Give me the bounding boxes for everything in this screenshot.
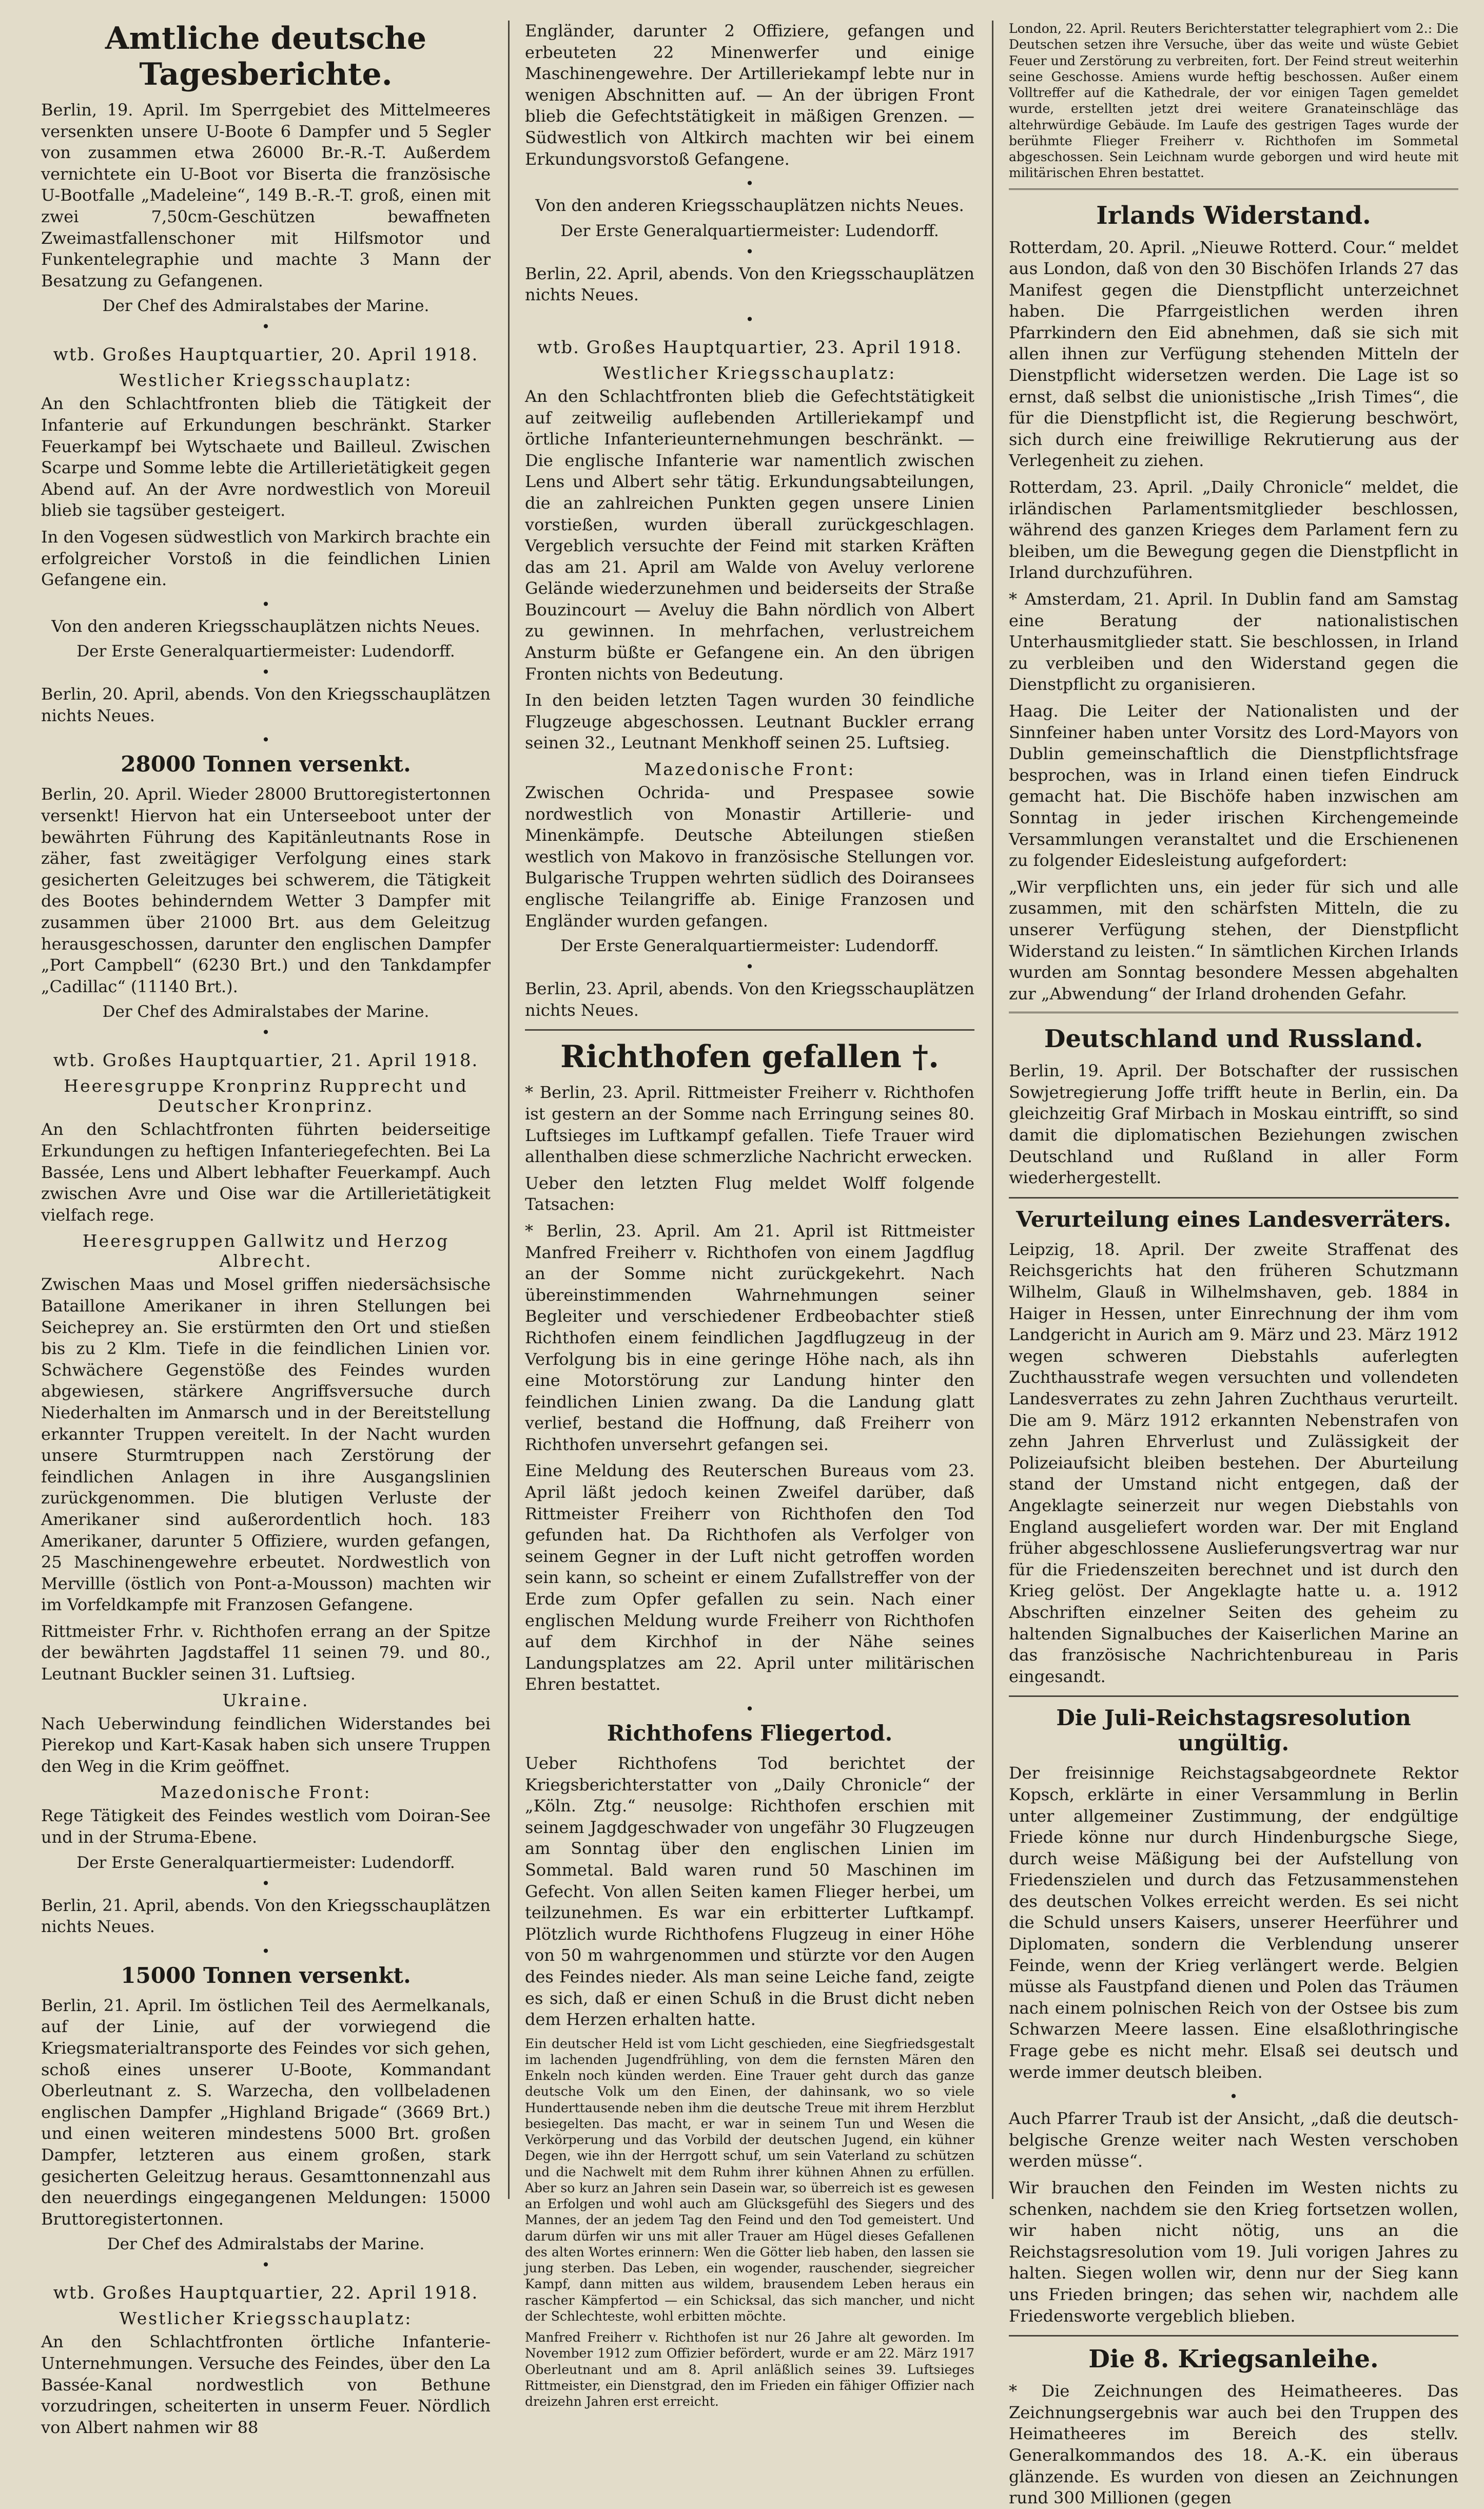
section-subheading: Ukraine. <box>222 1690 309 1710</box>
section-subheading: Westlicher Kriegsschauplatz: <box>603 362 896 383</box>
separator-dot: • <box>261 2256 270 2274</box>
report-paragraph: Zwischen Ochrida- und Prespasee sowie nordwestlich von Monastir Artillerie- und Minenkämpfe. Deutsche Abteilungen stießen westlich von Makovo in französische Stellungen vor. Bulgarische Truppen wehrten südlich des Doiransees englische Teilangriffe ab. Einige Franzosen und Engländer wurden gefangen. <box>525 783 974 931</box>
divider <box>1009 2335 1458 2337</box>
separator-dot: • <box>1229 2088 1238 2106</box>
column-3 <box>992 21 1458 2508</box>
dateline: wtb. Großes Hauptquartier, 20. April 1918. <box>53 344 479 365</box>
report-paragraph: Rege Tätigkeit des Feindes westlich vom Doiran-See und in der Struma-Ebene. <box>41 1806 491 1847</box>
report-paragraph: Berlin, 19. April. Im Sperrgebiet des Mittelmeeres versenkten unsere U-Boote 6 Dampfer und 5 Segler von zusammen etwa 26000 Br.-R.-T. Außerdem vernichtete ein U-Boot vor Biserta die französische U-Bootfalle „Madeleine“, 149 B.-R.-T. groß, einen mit zwei 7,50cm-Geschützen bewaffneten Zweimastfallenschoner mit Hilfsmotor und Funkentelegraphie und machte 3 Mann der Besatzung zu Gefangenen. <box>41 100 491 291</box>
report-paragraph: Von den anderen Kriegsschauplätzen nichts Neues. <box>51 616 480 636</box>
divider <box>525 1029 974 1031</box>
dateline: wtb. Großes Hauptquartier, 23. April 1918. <box>537 337 963 358</box>
headline-richthofens-fliegertod: Richthofens Fliegertod. <box>607 1721 893 1746</box>
section-subheading: Heeresgruppen Gallwitz und Herzog Albrecht. <box>82 1231 450 1271</box>
divider <box>1009 1695 1458 1697</box>
report-paragraph: Von den anderen Kriegsschauplätzen nichts Neues. <box>535 196 964 216</box>
headline-tagesberichte: Amtliche deutsche Tagesberichte. <box>105 21 427 92</box>
report-paragraph: An den Schlachtfronten örtliche Infanterie-Unternehmungen. Versuche des Feindes, über den La Bassée-Kanal nordwestlich von Bethune vorzudringen, scheiterten in unserm Feuer. Nördlich von Albert nahmen wir 88 <box>41 2332 491 2437</box>
report-paragraph: Berlin, 21. April. Im östlichen Teil des Aermelkanals, auf der Linie, auf der vorwiegend die Kriegsmaterialtransporte des Feindes vor sich gehen, schoß eines unserer U-Boote, Kommandant Oberleutnant z. S. Warzecha, den vollbeladenen englischen Dampfer „Highland Brigade“ (3669 Brt.) und einen weiteren mindestens 5000 Brt. großen Dampfer, letzteren aus einem großen, stark gesicherten Geleitzug heraus. Gesamttonnenzahl aus den neuerdings eingegangenen Meldungen: 15000 Bruttoregistertonnen. <box>41 1995 491 2229</box>
signature: Der Chef des Admiralstabs der Marine. <box>107 2235 425 2254</box>
signature: Der Chef des Admiralstabes der Marine. <box>102 297 429 316</box>
divider <box>1009 1012 1458 1015</box>
separator-dot: • <box>261 731 270 749</box>
report-paragraph: Rotterdam, 23. April. „Daily Chronicle“ meldet, die irländischen Parlamentsmitglieder beschlossen, während des ganzen Krieges dem Parlament fern zu bleiben, um die Bewegung gegen die Dienstpflicht in Irland durchzuführen. <box>1009 477 1458 583</box>
signature: Der Erste Generalquartiermeister: Ludendorff. <box>560 221 939 240</box>
report-paragraph: Der freisinnige Reichstagsabgeordnete Rektor Kopsch, erklärte in einer Versammlung in Berlin unter allgemeiner Zustimmung, der endgültige Friede könne nur durch Hindenburgsche Siege, durch weise Mäßigung bei der Aufstellung von Friedenszielen und durch das Fetzusammenstehen des deutschen Volkes erreicht werden. Es sei nicht die Schuld unsers Kaisers, unserer Heerführer und Diplomaten, sondern die Verblendung unserer Feinde, wenn der Krieg verlängert werde. Belgien müsse als Faustpfand dienen und Polen das Träumen nach einem polnischen Reich von der Ostsee bis zum Schwarzen Meere lassen. Eine elsaßlothringische Frage gebe es nicht mehr. Elsaß sei deutsch und werde immer deutsch bleiben. <box>1009 1763 1458 2082</box>
report-paragraph: Wir brauchen den Feinden im Westen nichts zu schenken, nachdem sie den Krieg fortsetzen wollen, wir haben nicht nötig, uns an die Reichstagsresolution vom 19. Juli vorigen Jahres zu halten. Siegen wollen wir, denn nur der Sieg kann uns Frieden bringen; das sehen wir, nachdem alle Friedensworte vergeblich blieben. <box>1009 2178 1458 2326</box>
headline-deutschland-russland: Deutschland und Russland. <box>1044 1025 1423 1054</box>
separator-dot: • <box>261 318 270 336</box>
separator-dot: • <box>745 1701 754 1717</box>
eulogy-paragraph: Manfred Freiherr v. Richthofen ist nur 26 Jahre alt geworden. Im November 1912 zum Offizier befördert, wurde er am 22. März 1917 Oberleutnant und am 8. April anläßlich seines 39. Luftsieges Rittmeister, ein Dienstgrad, den im Frieden ein fähiger Offizier nach dreizehn Jahren erst erreicht. <box>525 2330 974 2409</box>
report-paragraph: An den Schlachtfronten blieb die Gefechtstätigkeit auf zeitweilig auflebenden Artilleriekampf und örtliche Infanterieunternehmungen beschränkt. — Die englische Infanterie war namentlich zwischen Lens und Albert sehr tätig. Erkundungsabteilungen, die an zahlreichen Punkten gegen unsere Linien vorstießen, wurden überall zurückgeschlagen. Vergeblich versuchte der Feind mit starken Kräften das am 21. April am Walde von Aveluy verlorene Gelände wiederzunehmen und beiderseits der Straße Bouzincourt — Aveluy die Bahn nördlich von Albert zu gewinnen. In mehrfachen, verlustreichem Ansturm büßte er Gefangene ein. An den übrigen Fronten nichts von Bedeutung. <box>525 386 974 684</box>
section-subheading: Westlicher Kriegsschauplatz: <box>119 2308 413 2329</box>
column-2 <box>508 21 974 2409</box>
report-paragraph: Berlin, 22. April, abends. Von den Kriegsschauplätzen nichts Neues. <box>525 263 974 305</box>
report-paragraph: „Wir verpflichten uns, ein jeder für sich und alle zusammen, mit den schärfsten Mitteln, die zu unserer Verfügung stehen, der Dienstpflicht Widerstand zu leisten.“ In sämtlichen Kirchen Irlands wurden am Sonntag besondere Messen abgehalten zur „Abwendung“ der Irland drohenden Gefahr. <box>1009 877 1458 1003</box>
divider <box>1009 1197 1458 1199</box>
report-paragraph: * Berlin, 23. April. Rittmeister Freiherr v. Richthofen ist gestern an der Somme nach Erringung seines 80. Luftsieges im Luftkampf gefallen. Tiefe Trauer wird allenthalben diese schmerzliche Nachricht erwecken. <box>525 1083 974 1167</box>
signature: Der Erste Generalquartiermeister: Ludendorff. <box>76 1853 455 1872</box>
section-subheading: Heeresgruppe Kronprinz Rupprecht und Deutscher Kronprinz. <box>64 1076 468 1116</box>
headline-richthofen-gefallen: Richthofen gefallen †. <box>560 1039 940 1075</box>
report-paragraph: An den Schlachtfronten blieb die Tätigkeit der Infanterie auf Erkundungen beschränkt. Starker Feuerkampf bei Wytschaete und Bailleul. Zwischen Scarpe und Somme lebte die Artillerietätigkeit gegen Abend auf. An der Avre nordwestlich von Moreuil blieb sie tagsüber gesteigert. <box>41 394 491 520</box>
report-paragraph: Ueber Richthofens Tod berichtet der Kriegsberichterstatter von „Daily Chronicle“ der „Köln. Ztg.“ neusolge: Richthofen erschien mit seinem Jagdgeschwader von ungefähr 30 Flugzeugen am Sonntag über den englischen Linien im Sommetal. Bald waren rund 50 Maschinen im Gefecht. Von allen Seiten kamen Flieger herbei, um teilzunehmen. Es war ein erbitterter Luftkampf. Plötzlich wurde Richthofens Flugzeug in einer Höhe von 50 m wahrgenommen und stürzte vor den Augen des Feindes nieder. Als man seine Leiche fand, zeigte es sich, daß er einen Schuß in die Brust dicht neben dem Herzen erhalten hatte. <box>525 1753 974 2030</box>
headline-15000-tonnen: 15000 Tonnen versenkt. <box>121 1962 411 1988</box>
separator-dot: • <box>745 175 754 192</box>
report-paragraph: London, 22. April. Reuters Berichterstatter telegraphiert vom 2.: Die Deutschen setzen ihre Versuche, über das weite und wüste Gebiet Feuer und Zerstörung zu verbreiten, fort. Der Feind streut weiterhin seine Geschosse. Amiens wurde heftig beschossen. Außer einem Volltreffer auf die Kathedrale, der vor einigen Tagen gemeldet wurde, erstellten jetzt drei weitere Granateinschläge das altehrwürdige Gebäude. Im Laufe des gestrigen Tages wurde der berühmte Flieger Freiherr v. Richthofen im Sommetal abgeschossen. Sein Leichnam wurde geborgen und wird heute mit militärischen Ehren bestattet. <box>1009 21 1458 181</box>
report-paragraph: Engländer, darunter 2 Offiziere, gefangen und erbeuteten 22 Minenwerfer und einige Maschinengewehre. Der Artilleriekampf lebte nur in wenigen Abschnitten auf. — An der übrigen Front blieb die Gefechtstätigkeit in mäßigen Grenzen. — Südwestlich von Altkirch machten wir bei einem Erkundungsvorstoß Gefangene. <box>525 21 974 169</box>
report-paragraph: In den beiden letzten Tagen wurden 30 feindliche Flugzeuge abgeschossen. Leutnant Buckler errang seinen 32., Leutnant Menkhoff seinen 25. Luftsieg. <box>525 690 974 753</box>
headline-verurteilung: Verurteilung eines Landesverräters. <box>1016 1206 1451 1232</box>
report-paragraph: Berlin, 19. April. Der Botschafter der russischen Sowjetregierung Joffe trifft heute in Berlin, ein. Da gleichzeitig Graf Mirbach in Moskau eintrifft, so sind damit die diplomatischen Beziehungen zwischen Deutschland und Rußland in aller Form wiederhergestellt. <box>1009 1061 1458 1188</box>
section-subheading: Mazedonische Front: <box>160 1782 372 1803</box>
column-1 <box>41 21 491 2437</box>
section-subheading: Mazedonische Front: <box>644 759 855 780</box>
signature: Der Erste Generalquartiermeister: Ludendorff. <box>560 937 939 956</box>
dateline: wtb. Großes Hauptquartier, 22. April 1918. <box>53 2283 479 2304</box>
report-paragraph: Berlin, 20. April. Wieder 28000 Bruttoregistertonnen versenkt! Hiervon hat ein Unterseeboot unter der bewährten Führung des Kapitänleutnants Rose in zäher, fast zweitägiger Verfolgung eines stark gesicherten Geleitzuges bei schwerem, die Tätigkeit des Bootes behinderndem Wetter 3 Dampfer mit zusammen über 21000 Brt. aus dem Geleitzug herausgeschossen, darunter den englischen Dampfer „Port Campbell“ (6230 Brt.) und den Tankdampfer „Cadillac“ (11140 Brt.). <box>41 784 491 996</box>
report-paragraph: Rittmeister Frhr. v. Richthofen errang an der Spitze der bewährten Jagdstaffel 11 seinen 79. und 80., Leutnant Buckler seinen 31. Luftsieg. <box>41 1621 491 1684</box>
separator-dot: • <box>261 1875 270 1892</box>
report-paragraph: Ueber den letzten Flug meldet Wolff folgende Tatsachen: <box>525 1173 974 1214</box>
divider <box>1009 188 1458 192</box>
report-paragraph: An den Schlachtfronten führten beiderseitige Erkundungen zu heftigen Infanteriegefechten. Bei La Bassée, Lens und Albert lebhafter Feuerkampf. Auch zwischen Avre und Oise war die Artillerietätigkeit vielfach rege. <box>41 1120 491 1225</box>
report-paragraph: Berlin, 20. April, abends. Von den Kriegsschauplätzen nichts Neues. <box>41 684 491 725</box>
headline-juli-resolution: Die Juli-Reichstagsresolution ungültig. <box>1056 1705 1411 1756</box>
separator-dot: • <box>745 958 754 976</box>
headline-28000-tonnen: 28000 Tonnen versenkt. <box>121 751 411 777</box>
separator-dot: • <box>261 664 270 681</box>
separator-dot: • <box>261 1942 270 1960</box>
report-paragraph: Eine Meldung des Reuterschen Bureaus vom 23. April läßt jedoch keinen Zweifel darüber, daß Rittmeister Freiherr von Richthofen den Tod gefunden hat. Da Richthofen als Verfolger von seinem Gegner in der Luft nicht getroffen worden sein kann, so scheint er einem Zufallstreffer von der Erde zum Opfer gefallen zu sein. Nach einer englischen Meldung wurde Freiherr von Richthofen auf dem Kirchhof in der Nähe seines Landungsplatzes am 22. April unter militärischen Ehren bestattet. <box>525 1461 974 1694</box>
report-paragraph: In den Vogesen südwestlich von Markirch brachte ein erfolgreicher Vorstoß in die feindlichen Linien Gefangene ein. <box>41 527 491 590</box>
separator-dot: • <box>261 1024 270 1041</box>
report-paragraph: Auch Pfarrer Traub ist der Ansicht, „daß die deutsch-belgische Grenze weiter nach Westen verschoben werden müsse“. <box>1009 2109 1458 2171</box>
report-paragraph: Leipzig, 18. April. Der zweite Straffenat des Reichsgerichts hat den früheren Schutzmann Wilhelm, Glauß in Wilhelmshaven, geb. 1884 in Haiger in Hessen, unter Einrechnung der ihm vom Landgericht in Aurich am 9. März und 23. März 1912 wegen schweren Diebstahls auferlegten Zuchthausstrafe wegen versuchten und vollendeten Landesverrates zu zehn Jahren Zuchthaus verurteilt. Die am 9. März 1912 erkannten Nebenstrafen von zehn Jahren Ehrverlust und Zulässigkeit der Polizeiaufsicht bleiben bestehen. Der Aburteilung stand der Umstand nicht entgegen, daß der Angeklagte seinerzeit nur wegen Diebstahls von England ausgeliefert worden war. Der mit England früher abgeschlossene Auslieferungsvertrag war nur für die Friedenszeiten berechnet und ist durch den Krieg gelöst. Der Angeklagte hatte u. a. 1912 Abschriften einzelner Seiten des geheim zu haltenden Signalbuches der Kaiserlichen Marine an das französische Nachrichtenbureau in Paris eingesandt. <box>1009 1239 1458 1686</box>
separator-dot: • <box>745 311 754 328</box>
signature: Der Erste Generalquartiermeister: Ludendorff. <box>76 642 455 661</box>
report-paragraph: Haag. Die Leiter der Nationalisten und der Sinnfeiner haben unter Vorsitz des Lord-Mayors von Dublin gemeinschaftlich die Dienstpflichtsfrage besprochen, was in Irland einen tiefen Eindruck gemacht hat. Die Bischöfe haben inzwischen am Sonntag in jeder irischen Kirchengemeinde Versammlungen veranstaltet und die Erschienenen zu folgender Eidesleistung aufgefordert: <box>1009 701 1458 871</box>
report-paragraph: Nach Ueberwindung feindlichen Widerstandes bei Pierekop und Kart-Kasak haben sich unsere Truppen den Weg in die Krim geöffnet. <box>41 1713 491 1776</box>
report-paragraph: * Die Zeichnungen des Heimatheeres. Das Zeichnungsergebnis war auch bei den Truppen des Heimatheeres im Bereich des stellv. Generalkommandos des 18. A.-K. ein überaus glänzende. Es wurden von diesen an Zeichnungen rund 300 Millionen (gegen <box>1009 2381 1458 2508</box>
signature: Der Chef des Admiralstabes der Marine. <box>102 1002 429 1021</box>
section-subheading: Westlicher Kriegsschauplatz: <box>119 370 413 391</box>
headline-irlands-widerstand: Irlands Widerstand. <box>1096 201 1371 230</box>
headline-kriegsanleihe: Die 8. Kriegsanleihe. <box>1088 2345 1379 2374</box>
report-paragraph: Berlin, 21. April, abends. Von den Kriegsschauplätzen nichts Neues. <box>41 1895 491 1937</box>
report-paragraph: Berlin, 23. April, abends. Von den Kriegsschauplätzen nichts Neues. <box>525 979 974 1020</box>
separator-dot: • <box>745 243 754 260</box>
report-paragraph: * Berlin, 23. April. Am 21. April ist Rittmeister Manfred Freiherr v. Richthofen von einem Jagdflug an der Somme nicht zurückgekehrt. Nach übereinstimmenden Wahrnehmungen seiner Begleiter und verschiedener Erdbeobachter stieß Richthofen einem feindlichen Jagdflugzeug in der Verfolgung bis in eine geringe Höhe nach, als ihn eine Motorstörung zur Landung hinter den feindlichen Linien zwang. Da die Landung glatt verlief, bestand die Hoffnung, daß Freiherr von Richthofen unversehrt gefangen sei. <box>525 1221 974 1454</box>
report-paragraph: Rotterdam, 20. April. „Nieuwe Rotterd. Cour.“ meldet aus London, daß von den 30 Bischöfen Irlands 27 das Manifest gegen die Dienstpflicht unterzeichnet haben. Die Pfarrgeistlichen werden ihren Pfarrkindern den Eid abnehmen, daß sie sich mit allen ihnen zur Verfügung stehenden Mitteln der Dienstpflicht widersetzen werden. Die Lage ist so ernst, daß selbst die unionistische „Irish Times“, die für die Dienstpflicht ist, die Regierung beschwört, sich durch eine freiwillige Rekrutierung aus der Verlegenheit zu ziehen. <box>1009 237 1458 471</box>
dateline: wtb. Großes Hauptquartier, 21. April 1918. <box>53 1050 479 1071</box>
report-paragraph: Zwischen Maas und Mosel griffen niedersächsische Bataillone Amerikaner in ihren Stellungen bei Seicheprey an. Sie erstürmten den Ort und stießen bis zu 2 Klm. Tiefe in die feindlichen Linien vor. Schwächere Gegenstöße des Feindes wurden abgewiesen, stärkere Angriffsversuche durch Niederhalten im Anmarsch und in der Bereitstellung erkannter Truppen vereitelt. In der Nacht wurden unsere Sturmtruppen nach Zerstörung der feindlichen Anlagen in ihre Ausgangslinien zurückgenommen. Die blutigen Verluste der Amerikaner sind außerordentlich hoch. 183 Amerikaner, darunter 5 Offiziere, wurden gefangen, 25 Maschinengewehre erbeutet. Nordwestlich von Mervillle (östlich von Pont-a-Mousson) machten wir im Vorfeldkampfe mit Franzosen Gefangene. <box>41 1275 491 1615</box>
eulogy-paragraph: Ein deutscher Held ist vom Licht geschieden, eine Siegfriedsgestalt im lachenden Jugendfrühling, von dem die fernsten Mären den Enkeln noch künden werden. Eine Trauer geht durch das ganze deutsche Volk um den Einen, der dahinsank, wo so viele Hunderttausende neben ihm die deutsche Treue mit ihrem Herzblut besiegelten. Das macht, er war in seinem Tun und Wesen die Verkörperung und das Vorbild der deutschen Jugend, ein kühner Degen, wie ihn der Herrgott schuf, um sein Vaterland zu schützen und die Nachwelt mit dem Ruhm ihrer kühnen Ahnen zu erfüllen. Aber so kurz an Jahren sein Dasein war, so überreich ist es gewesen an Erfolgen und wohl auch am Glücksgefühl des Siegers und des Mannes, der an jedem Tag den Feind und den Tod gemeistert. Und darum dürfen wir uns mit aller Trauer am Hügel dieses Gefallenen des alten Wortes erinnern: Wen die Götter lieb haben, den lassen sie jung sterben. Das Leben, ein wogender, rauschender, siegreicher Kampf, dann mitten aus wildem, brausendem Leben heraus ein rascher Kämpfertod — ein Schicksal, das sich mancher, und nicht der Schlechteste, wohl erbitten möchte. <box>525 2036 974 2324</box>
separator-dot: • <box>261 595 270 613</box>
report-paragraph: * Amsterdam, 21. April. In Dublin fand am Samstag eine Beratung der nationalistischen Unterhausmitglieder statt. Sie beschlossen, in Irland zu verbleiben und den Widerstand gegen die Dienstpflicht zu organisieren. <box>1009 589 1458 694</box>
